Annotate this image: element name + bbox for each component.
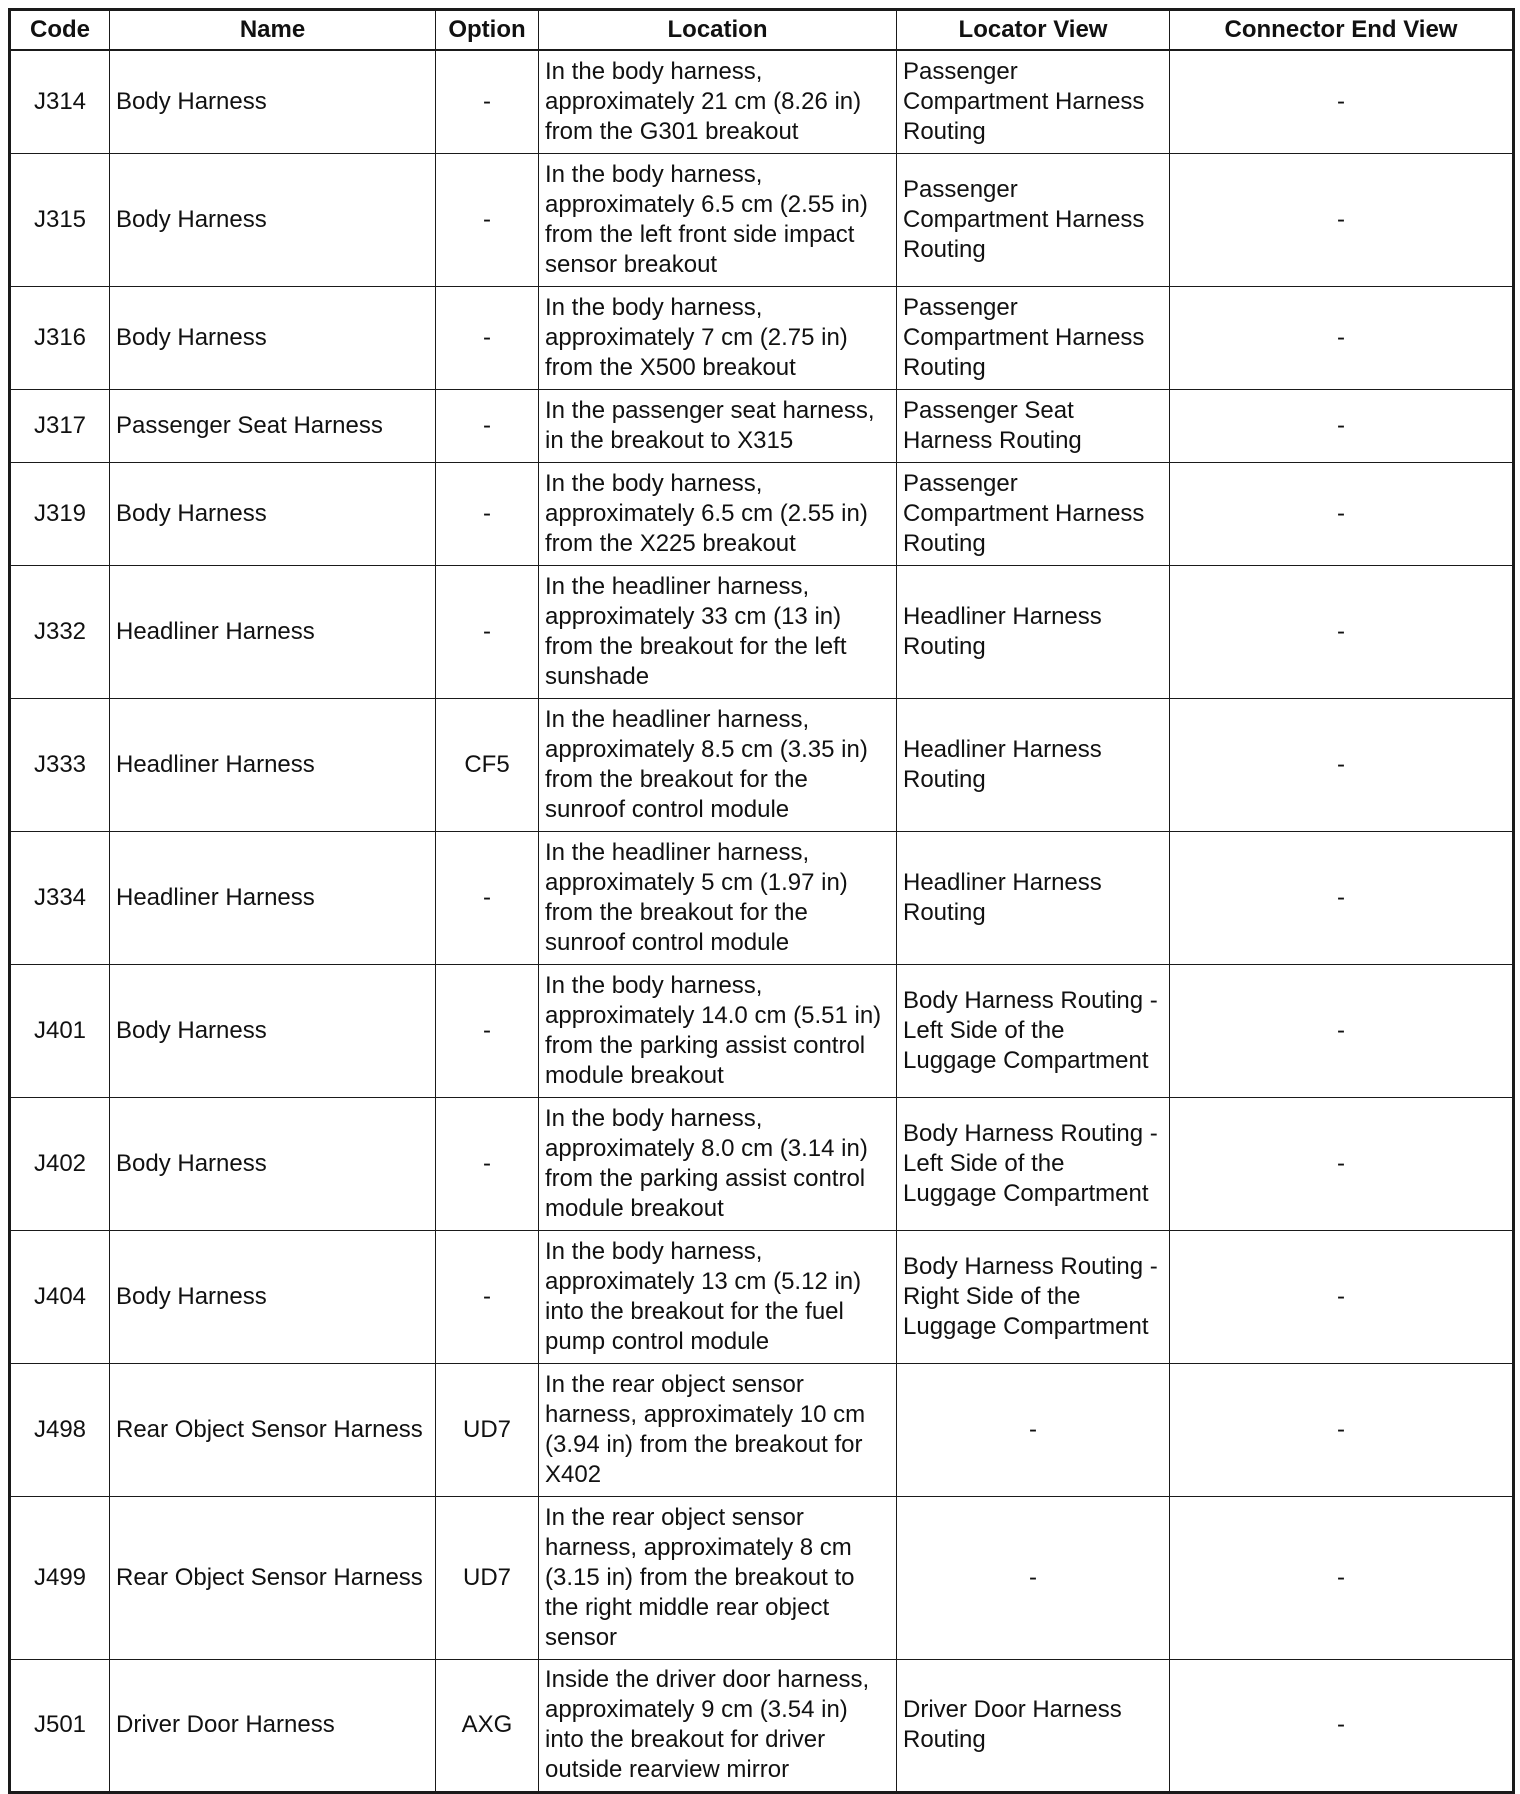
cell-option: - [436,153,539,286]
header-code: Code [10,10,110,51]
cell-locator-view: Body Harness Routing - Left Side of the Luggage Compartment [897,1097,1170,1230]
cell-name: Body Harness [110,286,436,389]
table-row [10,1230,1514,1363]
table-row [10,698,1514,831]
cell-code: J404 [10,1230,110,1363]
cell-locator-view: Body Harness Routing - Right Side of the Luggage Compartment [897,1230,1170,1363]
header-connector-end-view: Connector End View [1170,10,1514,51]
cell-location: In the rear object sensor harness, approximately 10 cm (3.94 in) from the breakout for X402 [539,1363,897,1496]
table-row [10,565,1514,698]
cell-code: J498 [10,1363,110,1496]
cell-name: Body Harness [110,1230,436,1363]
cell-option: - [436,1230,539,1363]
cell-option: UD7 [436,1363,539,1496]
cell-name: Passenger Seat Harness [110,389,436,462]
table-row [10,50,1514,153]
header-location: Location [539,10,897,51]
cell-code: J317 [10,389,110,462]
cell-name: Headliner Harness [110,565,436,698]
cell-location: In the headliner harness, approximately 5 cm (1.97 in) from the breakout for the sunroof control module [539,831,897,964]
cell-option: - [436,50,539,153]
cell-option: CF5 [436,698,539,831]
cell-option: - [436,1097,539,1230]
cell-location: In the body harness, approximately 21 cm (8.26 in) from the G301 breakout [539,50,897,153]
cell-connector-end-view: - [1170,1363,1514,1496]
cell-locator-view: Passenger Compartment Harness Routing [897,462,1170,565]
table-row [10,462,1514,565]
cell-code: J499 [10,1496,110,1659]
table-row [10,286,1514,389]
cell-connector-end-view: - [1170,565,1514,698]
cell-code: J316 [10,286,110,389]
cell-code: J314 [10,50,110,153]
cell-name: Body Harness [110,50,436,153]
table-body [10,50,1514,1792]
cell-name: Driver Door Harness [110,1659,436,1792]
cell-option: - [436,565,539,698]
table-row [10,1097,1514,1230]
cell-code: J501 [10,1659,110,1792]
cell-locator-view: Headliner Harness Routing [897,831,1170,964]
cell-name: Rear Object Sensor Harness [110,1496,436,1659]
connector-table-container [8,8,1512,1794]
cell-location: Inside the driver door harness, approximately 9 cm (3.54 in) into the breakout for driver outside rearview mirror [539,1659,897,1792]
cell-location: In the rear object sensor harness, approximately 8 cm (3.15 in) from the breakout to the right middle rear object sensor [539,1496,897,1659]
cell-locator-view: Passenger Compartment Harness Routing [897,153,1170,286]
cell-name: Headliner Harness [110,698,436,831]
cell-option: UD7 [436,1496,539,1659]
cell-location: In the body harness, approximately 14.0 cm (5.51 in) from the parking assist control module breakout [539,964,897,1097]
cell-locator-view: Body Harness Routing - Left Side of the Luggage Compartment [897,964,1170,1097]
cell-option: AXG [436,1659,539,1792]
cell-option: - [436,286,539,389]
cell-locator-view: Headliner Harness Routing [897,698,1170,831]
cell-code: J401 [10,964,110,1097]
cell-code: J333 [10,698,110,831]
cell-locator-view: Passenger Seat Harness Routing [897,389,1170,462]
cell-connector-end-view: - [1170,1230,1514,1363]
table-row [10,831,1514,964]
cell-location: In the headliner harness, approximately 8.5 cm (3.35 in) from the breakout for the sunroof control module [539,698,897,831]
table-row [10,389,1514,462]
cell-name: Rear Object Sensor Harness [110,1363,436,1496]
cell-connector-end-view: - [1170,1097,1514,1230]
cell-location: In the body harness, approximately 8.0 cm (3.14 in) from the parking assist control module breakout [539,1097,897,1230]
cell-location: In the body harness, approximately 6.5 cm (2.55 in) from the X225 breakout [539,462,897,565]
cell-code: J319 [10,462,110,565]
cell-connector-end-view: - [1170,1496,1514,1659]
table-row [10,1363,1514,1496]
cell-name: Body Harness [110,462,436,565]
header-row [10,10,1514,51]
cell-code: J332 [10,565,110,698]
cell-connector-end-view: - [1170,389,1514,462]
cell-connector-end-view: - [1170,1659,1514,1792]
cell-name: Body Harness [110,964,436,1097]
cell-connector-end-view: - [1170,462,1514,565]
cell-locator-view: Passenger Compartment Harness Routing [897,286,1170,389]
cell-connector-end-view: - [1170,698,1514,831]
cell-connector-end-view: - [1170,831,1514,964]
cell-option: - [436,831,539,964]
table-row [10,1496,1514,1659]
cell-code: J315 [10,153,110,286]
table-row [10,1659,1514,1792]
cell-locator-view: Passenger Compartment Harness Routing [897,50,1170,153]
cell-location: In the headliner harness, approximately 33 cm (13 in) from the breakout for the left sunshade [539,565,897,698]
header-locator-view: Locator View [897,10,1170,51]
cell-name: Body Harness [110,153,436,286]
table-row [10,153,1514,286]
cell-location: In the passenger seat harness, in the breakout to X315 [539,389,897,462]
cell-location: In the body harness, approximately 13 cm (5.12 in) into the breakout for the fuel pump control module [539,1230,897,1363]
cell-option: - [436,462,539,565]
cell-locator-view: Driver Door Harness Routing [897,1659,1170,1792]
cell-locator-view: Headliner Harness Routing [897,565,1170,698]
cell-option: - [436,389,539,462]
cell-option: - [436,964,539,1097]
cell-connector-end-view: - [1170,50,1514,153]
cell-location: In the body harness, approximately 7 cm (2.75 in) from the X500 breakout [539,286,897,389]
cell-locator-view: - [897,1496,1170,1659]
cell-name: Headliner Harness [110,831,436,964]
cell-locator-view: - [897,1363,1170,1496]
table-row [10,964,1514,1097]
cell-location: In the body harness, approximately 6.5 cm (2.55 in) from the left front side impact sensor breakout [539,153,897,286]
cell-name: Body Harness [110,1097,436,1230]
cell-connector-end-view: - [1170,153,1514,286]
cell-code: J334 [10,831,110,964]
header-option: Option [436,10,539,51]
header-name: Name [110,10,436,51]
connector-table [8,8,1515,1794]
cell-code: J402 [10,1097,110,1230]
cell-connector-end-view: - [1170,964,1514,1097]
cell-connector-end-view: - [1170,286,1514,389]
